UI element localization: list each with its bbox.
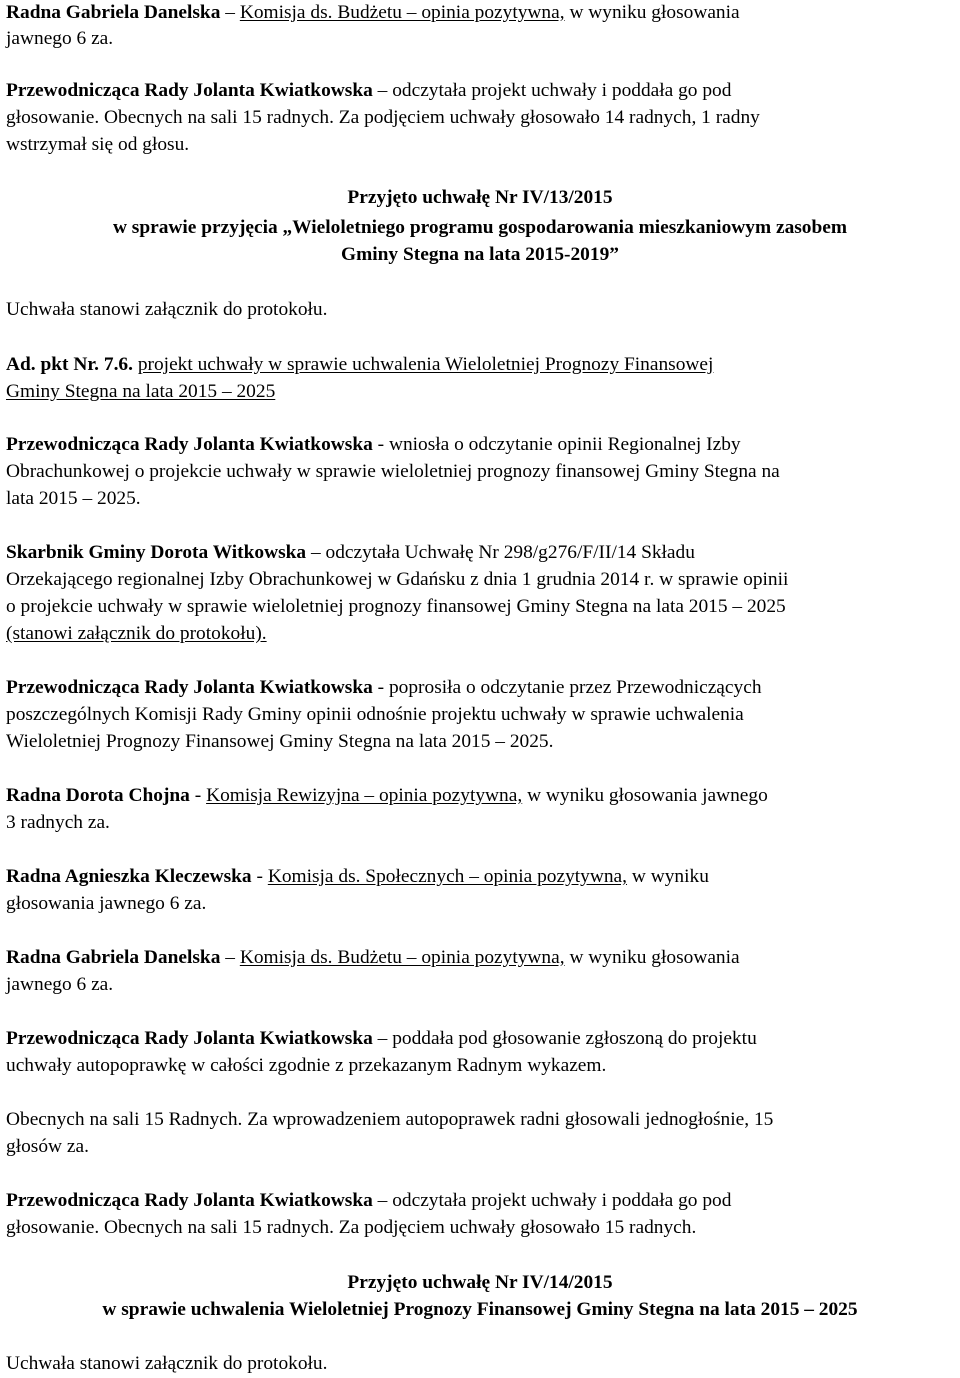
paragraph-line: Przewodnicząca Rady Jolanta Kwiatkowska – poddała pod głosowanie zgłoszoną do projektu <box>6 1028 757 1049</box>
speaker-name: Skarbnik Gminy Dorota Witkowska <box>6 542 307 563</box>
paragraph-line: jawnego 6 za. <box>6 28 114 49</box>
paragraph-line: głosowanie. Obecnych na sali 15 radnych. Za podjęciem uchwały głosowało 14 radnych, 1 radny <box>6 107 760 128</box>
committee-opinion: Komisja Rewizyjna – opinia pozytywna, <box>206 785 523 806</box>
paragraph-line: lata 2015 – 2025. <box>6 488 141 509</box>
paragraph-line: Przewodnicząca Rady Jolanta Kwiatkowska - poprosiła o odczytanie przez Przewodniczących <box>6 677 762 698</box>
resolution-title: Przyjęto uchwałę Nr IV/13/2015 <box>347 187 613 208</box>
committee-opinion: Komisja ds. Budżetu – opinia pozytywna, <box>239 2 565 23</box>
speaker-name: Przewodnicząca Rady Jolanta Kwiatkowska <box>6 434 373 455</box>
paragraph-line: Radna Dorota Chojna - Komisja Rewizyjna – opinia pozytywna, w wyniku głosowania jawnego <box>6 785 768 806</box>
agenda-number: Ad. pkt Nr. 7.6. <box>6 354 133 375</box>
speaker-name: Przewodnicząca Rady Jolanta Kwiatkowska <box>6 677 373 698</box>
paragraph-line: jawnego 6 za. <box>6 974 114 995</box>
resolution-title: Przyjęto uchwałę Nr IV/14/2015 <box>347 1272 613 1293</box>
committee-opinion: Komisja ds. Społecznych – opinia pozytywna, <box>267 866 628 887</box>
committee-opinion: Komisja ds. Budżetu – opinia pozytywna, <box>239 947 565 968</box>
paragraph-line: Przewodnicząca Rady Jolanta Kwiatkowska – odczytała projekt uchwały i poddała go pod <box>6 1190 732 1211</box>
attachment-note: Uchwała stanowi załącznik do protokołu. <box>6 299 328 320</box>
speaker-name: Radna Agnieszka Kleczewska <box>6 866 252 887</box>
paragraph-line: poszczególnych Komisji Rady Gminy opinii odnośnie projektu uchwały w sprawie uchwalenia <box>6 704 744 725</box>
resolution-subject: Gminy Stegna na lata 2015-2019” <box>341 244 619 265</box>
paragraph-line: Obrachunkowej o projekcie uchwały w sprawie wieloletniej prognozy finansowej Gminy Stegna na <box>6 461 780 482</box>
agenda-item-heading <box>6 352 958 378</box>
paragraph-line: o projekcie uchwały w sprawie wieloletniej prognozy finansowej Gminy Stegna na lata 2015 – 2025 <box>6 596 786 617</box>
paragraph-line: wstrzymał się od głosu. <box>6 134 190 155</box>
speaker-name: Przewodnicząca Rady Jolanta Kwiatkowska <box>6 1028 373 1049</box>
paragraph-line: Orzekającego regionalnej Izby Obrachunkowej w Gdańsku z dnia 1 grudnia 2014 r. w sprawie opinii <box>6 569 789 590</box>
paragraph-line: 3 radnych za. <box>6 812 110 833</box>
speaker-name: Radna Dorota Chojna <box>6 785 190 806</box>
paragraph-line: Przewodnicząca Rady Jolanta Kwiatkowska - wniosła o odczytanie opinii Regionalnej Izby <box>6 434 741 455</box>
paragraph-line: Przewodnicząca Rady Jolanta Kwiatkowska – odczytała projekt uchwały i poddała go pod <box>6 80 732 101</box>
paragraph-line: Radna Gabriela Danelska – Komisja ds. Budżetu – opinia pozytywna, w wyniku głosowania <box>6 947 740 968</box>
paragraph-line: Wieloletniej Prognozy Finansowej Gminy Stegna na lata 2015 – 2025. <box>6 731 554 752</box>
paragraph-line: głosowania jawnego 6 za. <box>6 893 207 914</box>
resolution-subject: w sprawie przyjęcia „Wieloletniego programu gospodarowania mieszkaniowym zasobem <box>112 217 848 238</box>
speaker-name: Przewodnicząca Rady Jolanta Kwiatkowska <box>6 80 373 101</box>
attachment-note: Uchwała stanowi załącznik do protokołu. <box>6 1353 328 1374</box>
speaker-name: Radna Gabriela Danelska <box>6 947 221 968</box>
agenda-title: Gminy Stegna na lata 2015 – 2025 <box>6 381 276 402</box>
resolution-subject: w sprawie uchwalenia Wieloletniej Prognozy Finansowej Gminy Stegna na lata 2015 – 2025 <box>102 1299 858 1320</box>
agenda-item-heading <box>6 379 958 405</box>
paragraph-line: głosów za. <box>6 1136 89 1157</box>
paragraph-line: Radna Agnieszka Kleczewska - Komisja ds. Społecznych – opinia pozytywna, w wyniku <box>6 866 709 887</box>
paragraph-line: uchwały autopoprawkę w całości zgodnie z przekazanym Radnym wykazem. <box>6 1055 607 1076</box>
paragraph-line: (stanowi załącznik do protokołu). <box>6 623 267 644</box>
paragraph-line: Radna Gabriela Danelska – Komisja ds. Budżetu – opinia pozytywna, w wyniku głosowania <box>6 2 740 23</box>
speaker-name: Radna Gabriela Danelska <box>6 2 221 23</box>
paragraph-line: Obecnych na sali 15 Radnych. Za wprowadzeniem autopoprawek radni głosowali jednogłośnie, 15 <box>6 1109 774 1130</box>
paragraph-line: głosowanie. Obecnych na sali 15 radnych. Za podjęciem uchwały głosowało 15 radnych. <box>6 1217 697 1238</box>
speaker-name: Przewodnicząca Rady Jolanta Kwiatkowska <box>6 1190 373 1211</box>
agenda-title: projekt uchwały w sprawie uchwalenia Wieloletniej Prognozy Finansowej <box>137 354 714 375</box>
paragraph-line: Skarbnik Gminy Dorota Witkowska – odczytała Uchwałę Nr 298/g276/F/II/14 Składu <box>6 542 695 563</box>
